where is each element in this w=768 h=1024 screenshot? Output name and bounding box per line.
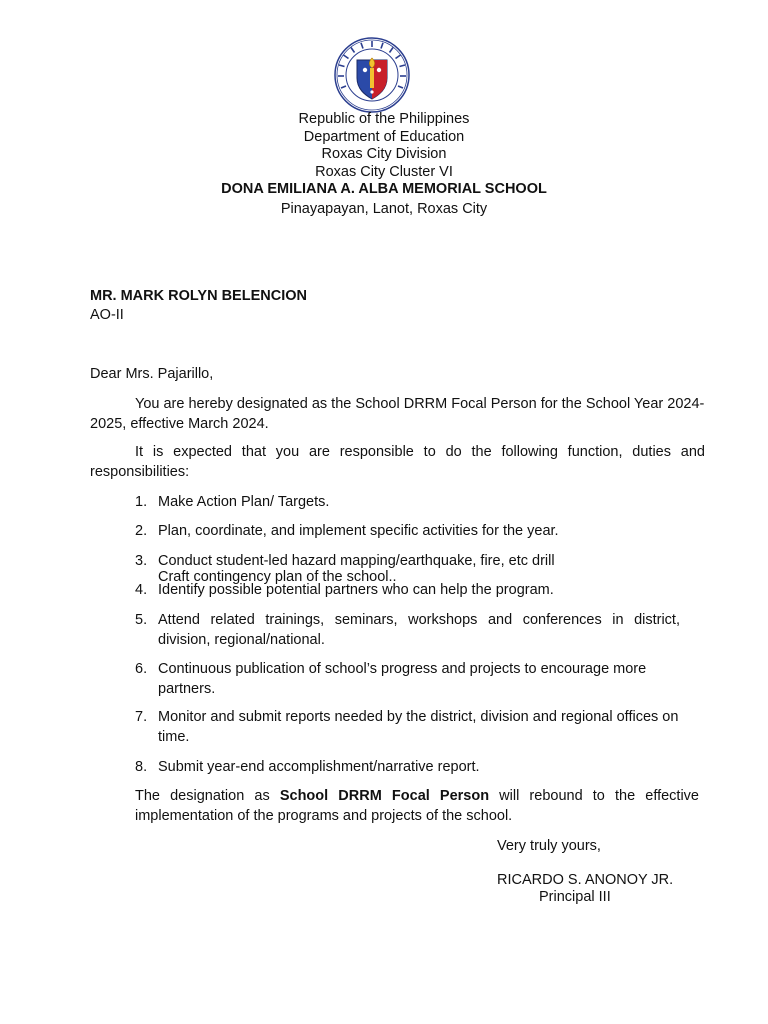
- list-text: Conduct student-led hazard mapping/earthquake, fire, etc drill: [158, 553, 555, 569]
- closing-text-before: The designation as: [135, 788, 280, 804]
- recipient-position: AO-II: [90, 307, 124, 323]
- list-item: [135, 758, 683, 778]
- list-text: Monitor and submit reports needed by the district, division and regional offices on time.: [158, 709, 679, 745]
- list-number: 4.: [135, 582, 148, 598]
- list-item: [135, 493, 683, 513]
- closing-paragraph: [135, 787, 699, 826]
- letterhead: [0, 111, 768, 219]
- list-text: Craft contingency plan of the school..: [158, 569, 397, 585]
- list-number: 5.: [135, 612, 148, 628]
- list-number: 7.: [135, 709, 148, 725]
- list-item: [135, 708, 683, 747]
- signatory-title: Principal III: [539, 889, 611, 905]
- header-school-name: DONA EMILIANA A. ALBA MEMORIAL SCHOOL: [221, 181, 547, 197]
- header-division: Roxas City Division: [321, 146, 447, 162]
- closing-text-after: will rebound to the effective implementation of the programs and projects of the school.: [135, 788, 699, 824]
- list-number: 3.: [135, 553, 148, 569]
- list-number: 1.: [135, 494, 148, 510]
- list-text: Continuous publication of school’s progress and projects to encourage more partners.: [158, 661, 647, 697]
- paragraph-responsibilities: It is expected that you are responsible to do the following function, duties and responsibilities:: [90, 444, 705, 480]
- header-department: Department of Education: [303, 128, 465, 145]
- list-number: 2.: [135, 523, 148, 539]
- list-item: [135, 581, 683, 601]
- list-text: Submit year-end accomplishment/narrative report.: [158, 759, 480, 775]
- header-cluster: Roxas City Cluster VI: [315, 163, 453, 180]
- list-text: Attend related trainings, seminars, workshops and conferences in district, division, regional/national.: [158, 612, 680, 648]
- list-item: [135, 522, 683, 542]
- complimentary-close: Very truly yours,: [497, 838, 601, 854]
- header-address: Pinayapayan, Lanot, Roxas City: [280, 200, 488, 217]
- list-item: [135, 611, 680, 650]
- designation-title: School DRRM Focal Person: [279, 788, 490, 804]
- list-text: Identify possible potential partners who can help the program.: [158, 582, 554, 598]
- list-text: Make Action Plan/ Targets.: [158, 494, 330, 510]
- recipient-name: MR. MARK ROLYN BELENCION: [90, 288, 307, 304]
- list-text: Plan, coordinate, and implement specific activities for the year.: [158, 523, 559, 539]
- list-item: [135, 660, 683, 699]
- signatory-name: RICARDO S. ANONOY JR.: [497, 872, 674, 888]
- list-number: 8.: [135, 759, 148, 775]
- header-country: Republic of the Philippines: [298, 111, 470, 127]
- paragraph-designation: You are hereby designated as the School DRRM Focal Person for the School Year 2024-2025, effective March 2024.: [90, 396, 705, 432]
- list-number: 6.: [135, 661, 148, 677]
- deped-seal-icon: [333, 36, 411, 114]
- salutation: Dear Mrs. Pajarillo,: [90, 366, 214, 382]
